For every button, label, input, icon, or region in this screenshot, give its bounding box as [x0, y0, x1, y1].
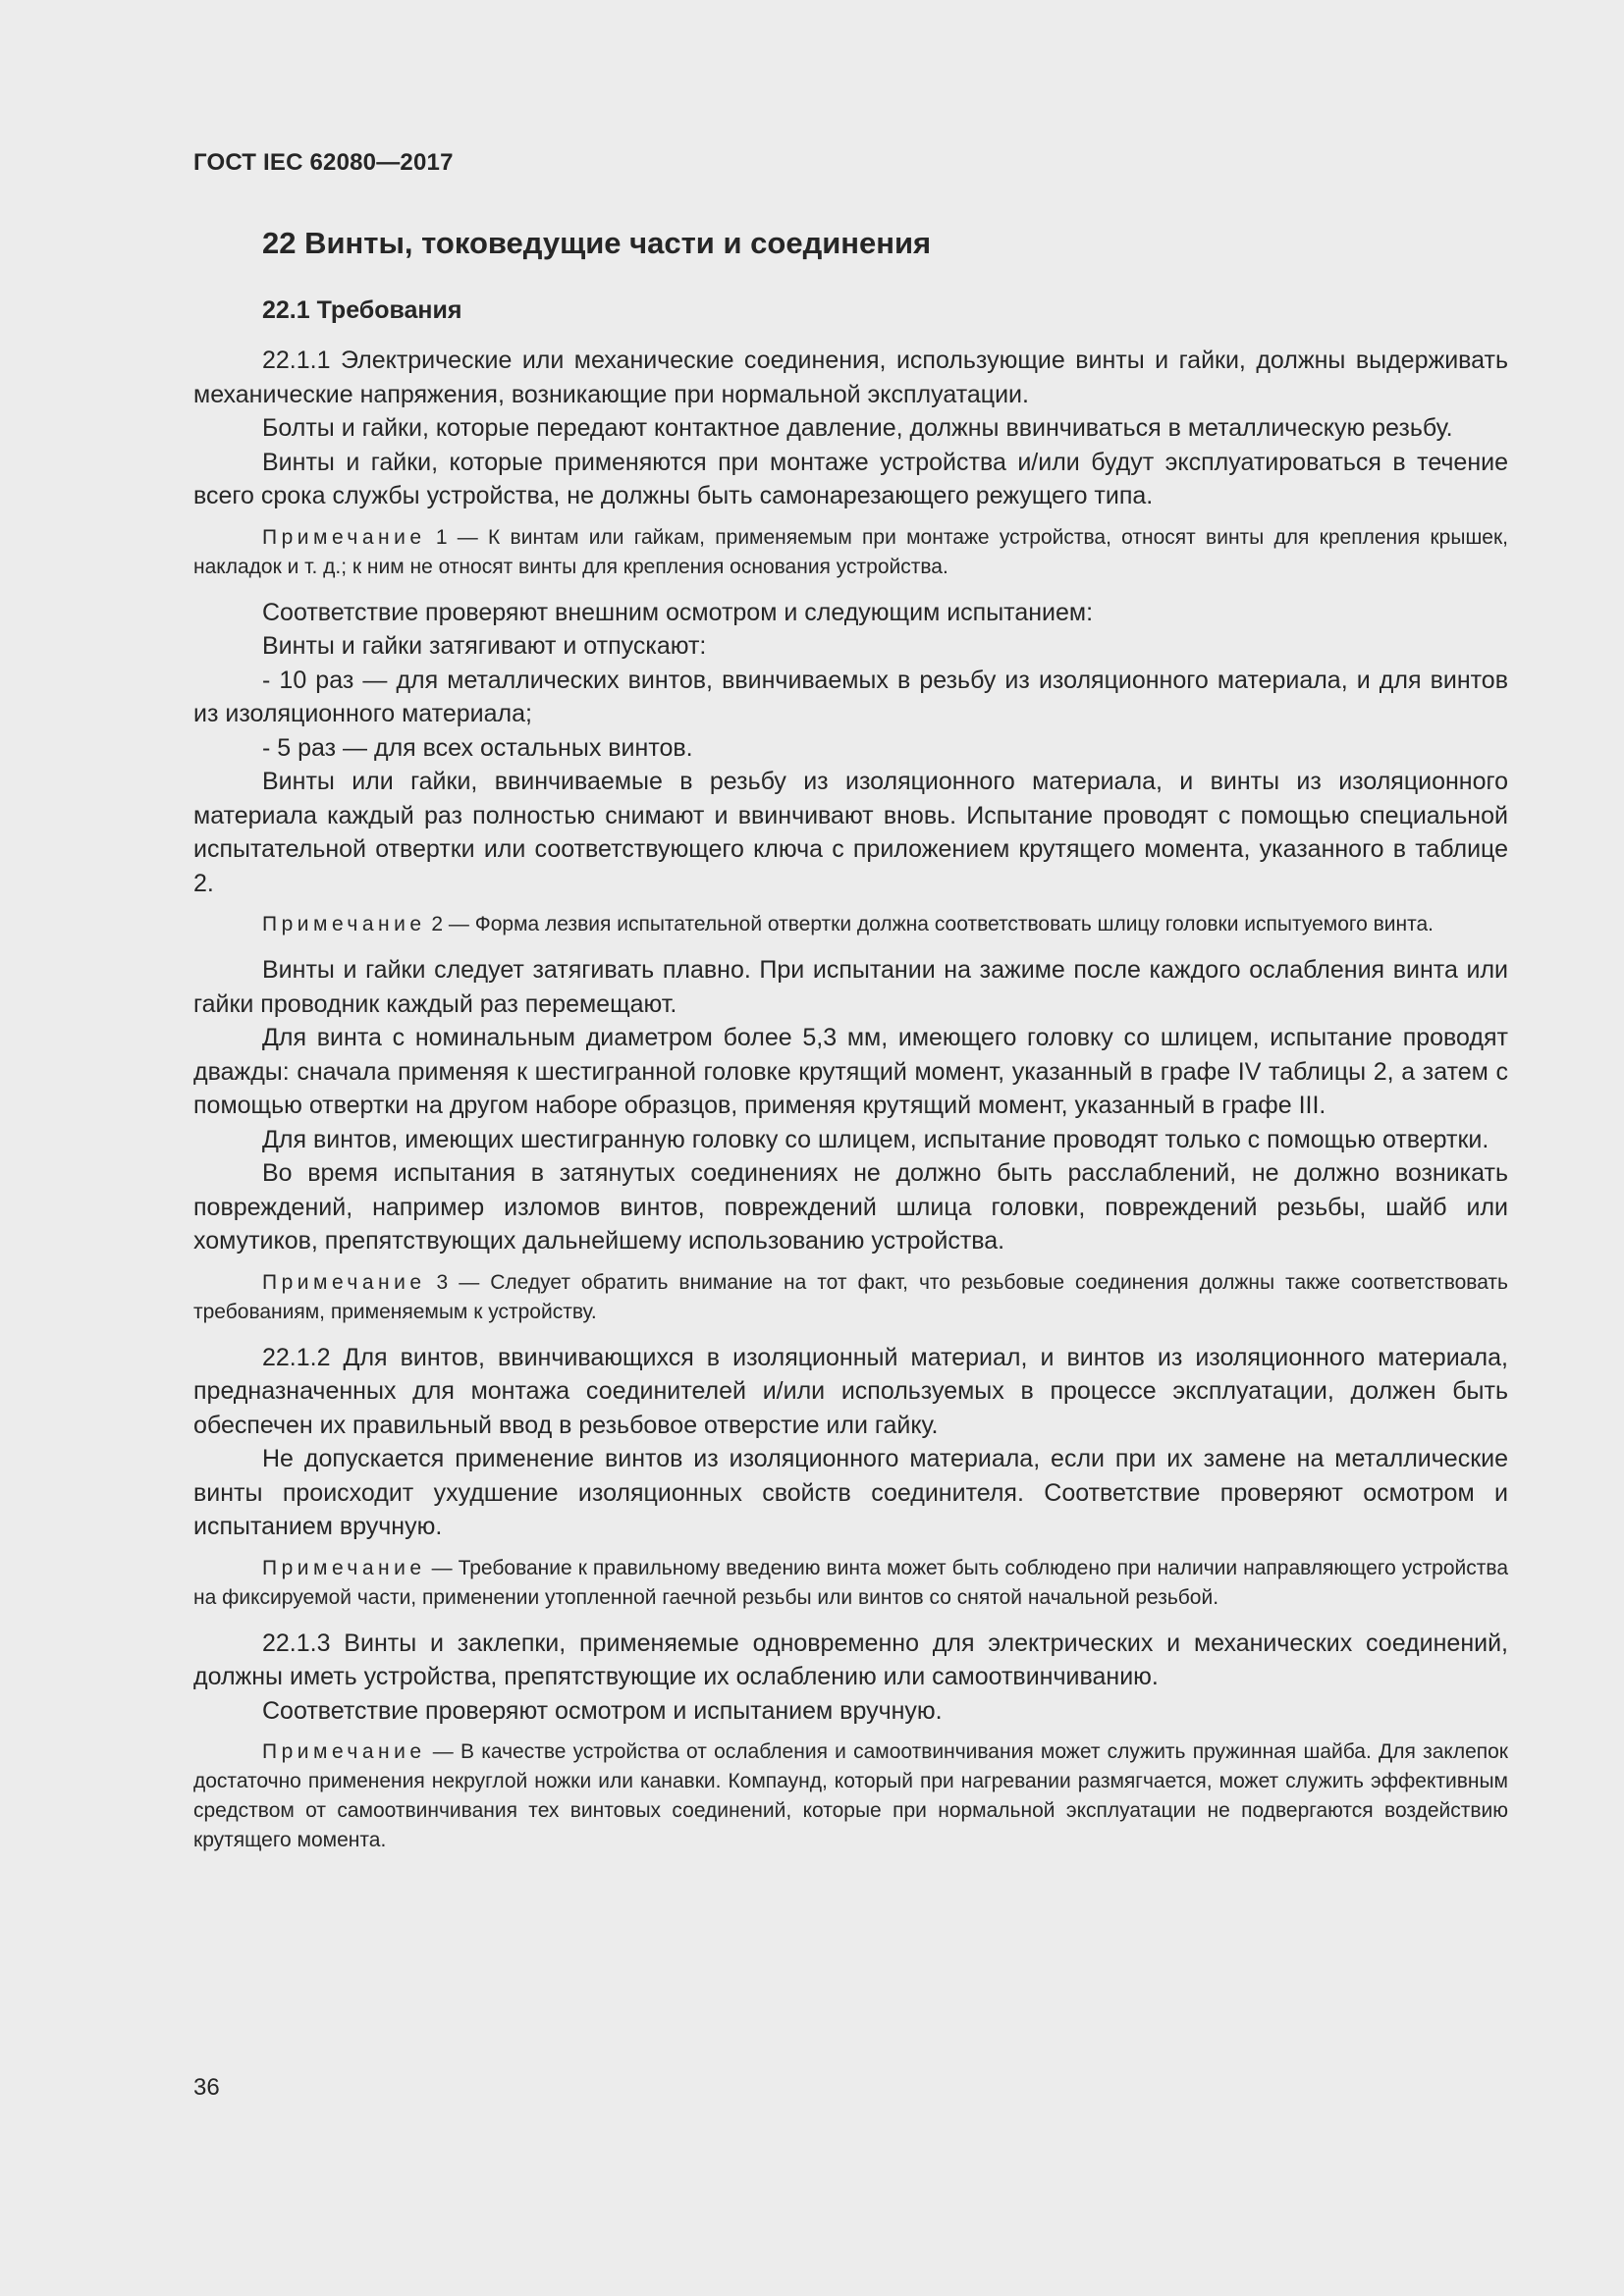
note-label: Примечание [262, 1556, 426, 1579]
paragraph: Для винтов, имеющих шестигранную головку со шлицем, испытание проводят только с помощью отвертки. [262, 1125, 1489, 1153]
paragraph: Винты и гайки следует затягивать плавно. При испытании на зажиме после каждого ослабления винта или гайки проводник каждый раз перемещают. [193, 956, 1508, 1018]
paragraph: Во время испытания в затянутых соединениях не должно быть расслаблений, не должно возникать повреждений, например изломов винтов, повреждений шлица головки, повреждений резьбы, шайб или хомутиков, препятствующих дальнейшему использованию устройства. [193, 1159, 1508, 1255]
note-text: 1 — К винтам или гайкам, применяемым при монтаже устройства, относят винты для крепления крышек, накладок и т. д.; к ним не относят винты для крепления основания устройства. [193, 525, 1508, 578]
paragraph: Не допускается применение винтов из изоляционного материала, если при их замене на металлические винты происходит ухудшение изоляционных свойств соединителя. Соответствие проверяют осмотром и испытанием вручную. [193, 1445, 1508, 1540]
paragraph: Соответствие проверяют внешним осмотром и следующим испытанием: [262, 598, 1094, 626]
paragraph-22-1-2: 22.1.2 Для винтов, ввинчивающихся в изоляционный материал, и винтов из изоляционного материала, предназначенных для монтажа соединителей и/или используемых в процессе эксплуатации, должен быть обеспечен их правильный ввод в резьбовое отверстие или гайку. [193, 1343, 1508, 1439]
note-4 [193, 1554, 1508, 1613]
note-3 [193, 1268, 1508, 1327]
list-item: - 10 раз — для металлических винтов, ввинчиваемых в резьбу из изоляционного материала, и для винтов из изоляционного материала; [193, 666, 1508, 727]
note-1 [193, 523, 1508, 582]
note-label: Примечание [262, 525, 426, 549]
paragraph: Винты и гайки, которые применяются при монтаже устройства и/или будут эксплуатироваться в течение всего срока службы устройства, не должны быть самонарезающего режущего типа. [193, 448, 1508, 509]
document-header: ГОСТ IEC 62080—2017 [193, 149, 454, 176]
note-label: Примечание [262, 1740, 426, 1763]
section-title: 22 Винты, токоведущие части и соединения [262, 226, 932, 260]
paragraph: Соответствие проверяют осмотром и испытанием вручную. [262, 1696, 943, 1725]
paragraph: Винты или гайки, ввинчиваемые в резьбу из изоляционного материала, и винты из изоляционного материала каждый раз полностью снимают и ввинчивают вновь. Испытание проводят с помощью специальной испытательной отвертки или соответствующего ключа с приложением крутящего момента, указанного в таблице 2. [193, 768, 1508, 897]
note-label: Примечание [262, 913, 426, 935]
page-number: 36 [193, 2074, 220, 2101]
note-text: — Требование к правильному введению винта может быть соблюдено при наличии направляющего устройства на фиксируемой части, применении утопленной гаечной резьбы или винтов со снятой начальной резьбой. [193, 1556, 1508, 1609]
note-5 [193, 1737, 1508, 1855]
paragraph-22-1-3: 22.1.3 Винты и заклепки, применяемые одновременно для электрических и механических соединений, должны иметь устройства, препятствующие их ослаблению или самоотвинчиванию. [193, 1629, 1508, 1690]
paragraph: Для винта с номинальным диаметром более 5,3 мм, имеющего головку со шлицем, испытание проводят дважды: сначала применяя к шестигранной головке крутящий момент, указанный в графе IV таблицы 2, а затем с помощью отвертки на другом наборе образцов, применяя крутящий момент, указанный в графе III. [193, 1024, 1508, 1119]
note-text: — В качестве устройства от ослабления и самоотвинчивания может служить пружинная шайба. Для заклепок достаточно применения некруглой ножки или канавки. Компаунд, который при нагревании размягчается, может служить эффективным средством от самоотвинчивания тех винтовых соединений, которые при нормальной эксплуатации не подвергаются воздействию крутящего момента. [193, 1740, 1508, 1851]
note-text: 3 — Следует обратить внимание на тот факт, что резьбовые соединения должны также соответствовать требованиям, применяемым к устройству. [193, 1270, 1508, 1323]
note-label: Примечание [262, 1270, 426, 1294]
document-body [193, 344, 1508, 1869]
paragraph: Болты и гайки, которые передают контактное давление, должны ввинчиваться в металлическую резьбу. [262, 414, 1453, 442]
paragraph-22-1-1: 22.1.1 Электрические или механические соединения, использующие винты и гайки, должны выдерживать механические напряжения, возникающие при нормальной эксплуатации. [193, 347, 1508, 408]
note-text: 2 — Форма лезвия испытательной отвертки должна соответствовать шлицу головки испытуемого винта. [425, 913, 1434, 935]
subsection-title: 22.1 Требования [262, 296, 462, 324]
list-item: - 5 раз — для всех остальных винтов. [262, 733, 693, 762]
note-2 [193, 910, 1508, 939]
paragraph: Винты и гайки затягивают и отпускают: [262, 632, 707, 660]
